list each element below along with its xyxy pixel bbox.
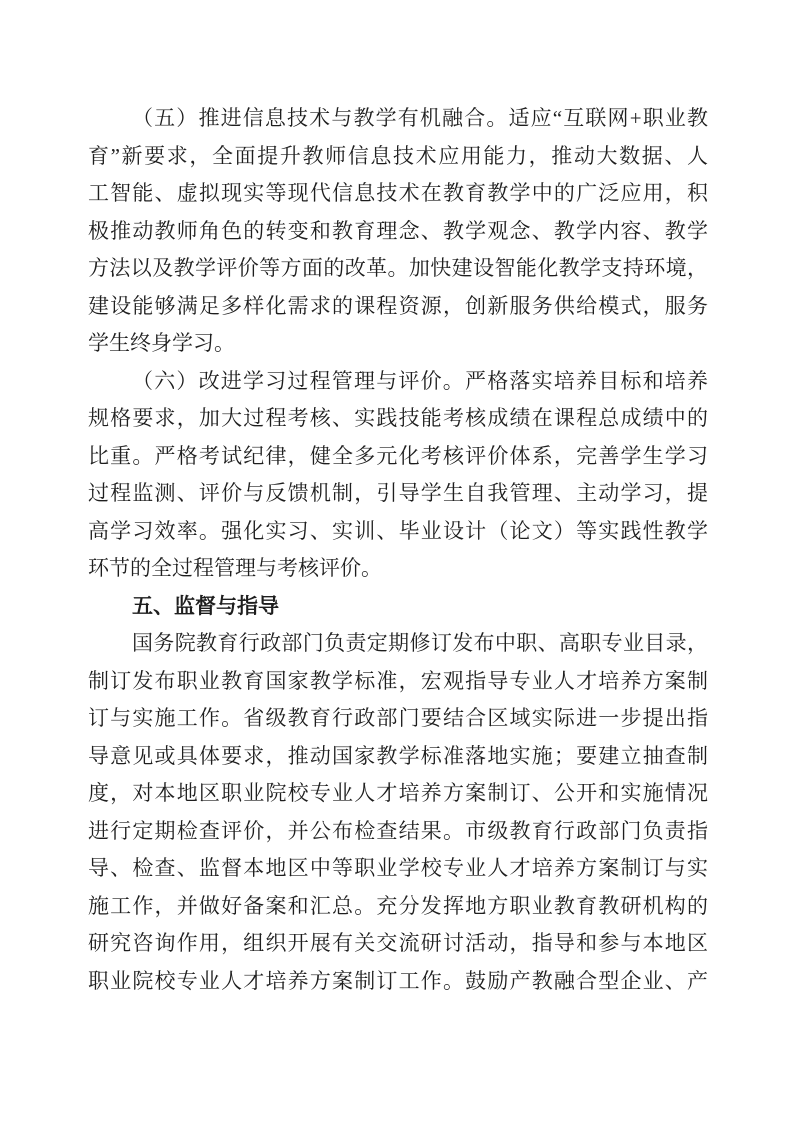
paragraph-section4-item5 (88, 100, 708, 363)
section-heading-5 (88, 588, 708, 626)
text-line: （五）推进信息技术与教学有机融合。适应“互联网+职业教 (132, 106, 708, 130)
paragraph-section4-item6 (88, 363, 708, 588)
text-line: 订与实施工作。省级教育行政部门要结合区域实际进一步提出指 (88, 706, 708, 730)
section-heading-text: 五、监督与指导 (132, 593, 279, 618)
text-line: 环节的全过程管理与考核评价。 (88, 556, 382, 580)
text-line: 施工作，并做好备案和汇总。充分发挥地方职业教育教研机构的 (88, 893, 708, 918)
text-line: 学生终身学习。 (88, 331, 235, 355)
text-line: 度，对本地区职业院校专业人才培养方案制订、公开和实施情况 (88, 781, 708, 805)
text-line: 工智能、虚拟现实等现代信息技术在教育教学中的广泛应用，积 (88, 181, 708, 205)
text-line: 导、检查、监督本地区中等职业学校专业人才培养方案制订与实 (88, 856, 708, 880)
paragraph-supervision (88, 625, 708, 1000)
text-line: 进行定期检查评价，并公布检查结果。市级教育行政部门负责指 (88, 818, 708, 843)
text-line: 规格要求，加大过程考核、实践技能考核成绩在课程总成绩中的 (88, 406, 708, 430)
text-line: 极推动教师角色的转变和教育理念、教学观念、教学内容、教学 (88, 218, 708, 243)
text-line: 国务院教育行政部门负责定期修订发布中职、高职专业目录， (132, 631, 708, 655)
text-line: 高学习效率。强化实习、实训、毕业设计（论文）等实践性教学 (88, 518, 708, 543)
text-line: 过程监测、评价与反馈机制，引导学生自我管理、主动学习，提 (88, 481, 708, 505)
text-line: 导意见或具体要求，推动国家教学标准落地实施；要建立抽查制 (88, 743, 708, 768)
text-line: 比重。严格考试纪律，健全多元化考核评价体系，完善学生学习 (88, 443, 708, 468)
text-line: 育”新要求，全面提升教师信息技术应用能力，推动大数据、人 (88, 143, 708, 168)
text-line: 研究咨询作用，组织开展有关交流研讨活动，指导和参与本地区 (88, 931, 708, 955)
text-line: 制订发布职业教育国家教学标准，宏观指导专业人才培养方案制 (88, 668, 708, 693)
text-line: 建设能够满足多样化需求的课程资源，创新服务供给模式，服务 (88, 293, 708, 318)
text-line: 职业院校专业人才培养方案制订工作。鼓励产教融合型企业、产 (88, 968, 708, 993)
text-line: （六）改进学习过程管理与评价。严格落实培养目标和培养 (132, 368, 708, 393)
text-line: 方法以及教学评价等方面的改革。加快建设智能化教学支持环境， (88, 256, 708, 280)
